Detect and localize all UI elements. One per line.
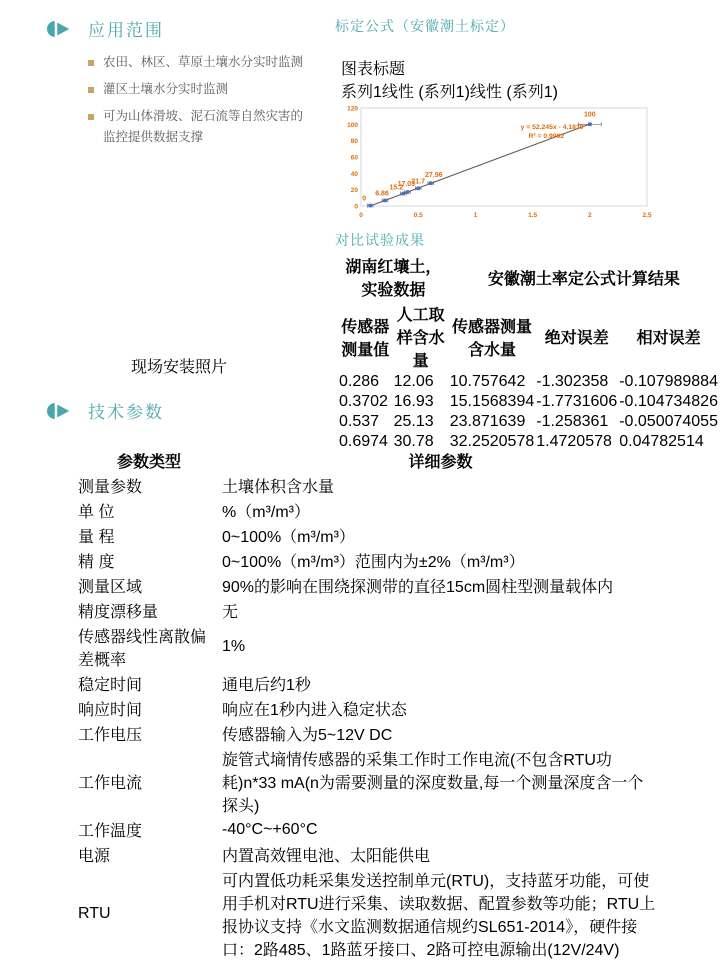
param-value: 响应在1秒内进入稳定状态 [222,702,407,719]
param-name: 响应时间 [78,702,143,719]
legend-label: 线性 (系列1) [381,84,470,101]
param-name: 量 程 [78,529,115,546]
column-header: 详细参数 [408,454,473,471]
param-value: 0~100%（m³/m³） [222,529,355,546]
bullet-text: 灌区土壤水分实时监测 [103,82,229,96]
data-label: 15.2 [389,184,404,192]
photo-caption: 现场安装照片 [130,359,227,376]
param-name: 电源 [78,848,111,865]
comparison-table-body [339,373,718,451]
white-probe-photo [97,255,178,347]
param-name: 测量区域 [78,579,143,596]
param-value: 90%的影响在围绕探测带的直径15cm圆柱型测量载体内 [222,579,614,596]
r-squared-label: R² = 0.9992 [528,133,565,141]
param-name: 稳定时间 [78,677,143,694]
table-cell: -0.104734826 [619,393,718,410]
table-cell: -1.7731606 [536,393,618,410]
data-label: 21.7 [411,178,426,186]
comparison-column-header-row [339,302,718,371]
table-cell: 32.2520578 [449,433,535,450]
borehole-photo [180,255,261,347]
table-cell: 0.6974 [339,433,388,450]
table-cell: 1.4720578 [536,433,612,450]
param-value: 通电后约1秒 [222,677,311,694]
comparison-group-header-row [339,254,718,300]
table-cell: 0.537 [339,413,380,430]
application-title: 应用范围 [88,21,164,40]
param-name: 工作温度 [78,823,143,840]
tech-table [76,447,661,962]
group-header: 安徽潮土率定公式计算结果 [487,270,680,288]
table-row [78,499,659,522]
chart-title: 图表标题 [341,61,406,78]
table-row [78,747,659,816]
red-cap-sensor [97,161,178,207]
param-value: 旋管式墒情传感器的采集工作时工作电流(不包含RTU功耗)n*33 mA(n为需要测量的深度数量,每一个测量深度含一个探头) [222,752,644,815]
legend-label: 系列1 [341,84,382,101]
legend-label: 线性 (系列1) [469,84,558,101]
x-tick-label: 2.5 [642,212,652,219]
table-cell: 0.286 [339,373,380,390]
table-row [78,624,659,670]
bullet-text: 农田、林区、草原土壤水分实时监测 [103,55,304,69]
table-row [339,393,718,411]
y-tick-label: 0 [354,203,358,211]
y-tick-label: 80 [350,138,358,146]
blue-cap-sensor [97,248,178,253]
table-row [78,697,659,720]
group-header: 湖南红壤土，实验数据 [345,259,442,299]
data-label: 17.03 [397,181,416,189]
column-header: 传感器测量含水量 [451,318,532,359]
table-row [78,549,659,572]
param-value: 土壤体积含水量 [222,479,335,496]
table-cell: -1.258361 [536,413,609,430]
param-name: 单 位 [78,504,115,521]
table-row [339,373,718,391]
table-cell: 0.3702 [339,393,388,410]
comparison-title: 对比试验成果 [335,232,425,248]
table-row [78,672,659,695]
table-row [78,818,659,841]
data-label: 27.96 [425,172,443,180]
table-cell: 16.93 [393,393,434,410]
table-cell: 10.757642 [449,373,526,390]
y-tick-label: 100 [347,121,358,129]
column-header: 人工取样含水量 [396,307,445,370]
table-cell: 0.04782514 [619,433,704,450]
table-cell: 30.78 [393,433,434,450]
param-value: 无 [222,604,239,621]
param-value: -40°C~+60°C [222,820,318,838]
x-tick-label: 2 [587,212,592,219]
table-cell: 12.06 [393,373,434,390]
list-item [88,79,304,100]
arrow-bullet-icon [46,401,76,421]
y-tick-label: 120 [347,105,358,113]
param-value: 1% [222,638,246,655]
corrugated-tube-photo [180,161,261,253]
param-value: 传感器输入为5~12V DC [222,727,393,744]
table-row [78,599,659,622]
tech-section-heading [46,398,164,423]
param-value: 可内置低功耗采集发送控制单元(RTU)，支持蓝牙功能，可使用手机对RTU进行采集、读取数据、配置参数等功能；RTU上报协议支持《水文监测数据通信规约SL651-2014》，硬件接口：2路485、1路蓝牙接口、2路可控电源输出(12V/24V) [222,873,656,959]
param-name: 精度漂移量 [78,604,159,621]
table-cell: 25.13 [393,413,434,430]
x-tick-label: 1 [473,212,478,219]
param-name: RTU [78,905,111,922]
y-tick-label: 20 [350,187,358,195]
column-header: 绝对误差 [544,330,609,347]
table-row [78,574,659,597]
column-header: 参数类型 [116,454,181,471]
param-value: 内置高效锂电池、太阳能供电 [222,848,431,865]
table-cell: 15.1568394 [449,393,535,410]
calibration-chart [341,56,654,231]
table-row [78,722,659,745]
table-cell: -0.107989884 [619,373,718,390]
param-name: 精 度 [78,554,115,571]
column-header: 相对误差 [636,330,701,347]
data-point [416,186,420,190]
table-row [78,524,659,547]
y-tick-label: 40 [350,170,358,178]
photo-caption-wrap [97,354,261,377]
table-row [78,474,659,497]
x-tick-label: 0 [359,212,363,219]
comparison-table [337,252,720,453]
table-cell: -1.302358 [536,373,609,390]
param-name: 工作电压 [78,727,143,744]
square-bullet-icon [88,60,94,66]
tech-title: 技术参数 [88,403,164,422]
data-point [429,181,433,185]
param-name: 工作电流 [78,775,143,792]
installation-photo-grid [97,161,261,347]
yellow-cap-sensor [97,207,178,248]
list-item [88,52,304,73]
equation-label: y = 52.245x - 4.1839 [520,124,584,132]
data-label: 100 [583,111,596,119]
y-tick-label: 60 [350,154,358,162]
param-name: 测量参数 [78,479,143,496]
data-point [383,199,387,203]
param-value: 0~100%（m³/m³）范围内为±2%（m³/m³） [222,554,525,571]
table-row [78,843,659,866]
column-header: 传感器测量值 [341,318,390,359]
tech-header-row [78,449,659,472]
data-label: 6.86 [375,190,389,198]
x-tick-label: 0.5 [413,212,423,219]
table-cell: 23.871639 [449,413,526,430]
arrow-bullet-icon [46,19,76,39]
table-row [78,868,659,960]
x-tick-label: 1.5 [528,212,538,219]
application-bullet-list [88,52,304,154]
data-label: 0 [362,195,367,203]
field-sensors-photo [97,161,178,253]
data-point [588,123,592,127]
square-bullet-icon [88,87,94,93]
bullet-text: 可为山体滑坡、泥石流等自然灾害的监控提供数据支撑 [103,109,304,144]
data-point [368,204,372,208]
chart-legend [341,79,654,102]
param-value: %（m³/m³） [222,504,310,521]
list-item [88,106,304,148]
data-point [406,190,410,194]
calibration-chart-plot [341,102,654,226]
table-cell: -0.050074055 [619,413,718,430]
table-row [339,413,718,431]
square-bullet-icon [88,114,94,120]
param-name: 传感器线性离散偏差概率 [78,629,207,669]
tech-table-body [78,474,659,960]
calibration-title: 标定公式（安徽潮土标定） [335,18,515,34]
application-section-heading [46,16,164,41]
